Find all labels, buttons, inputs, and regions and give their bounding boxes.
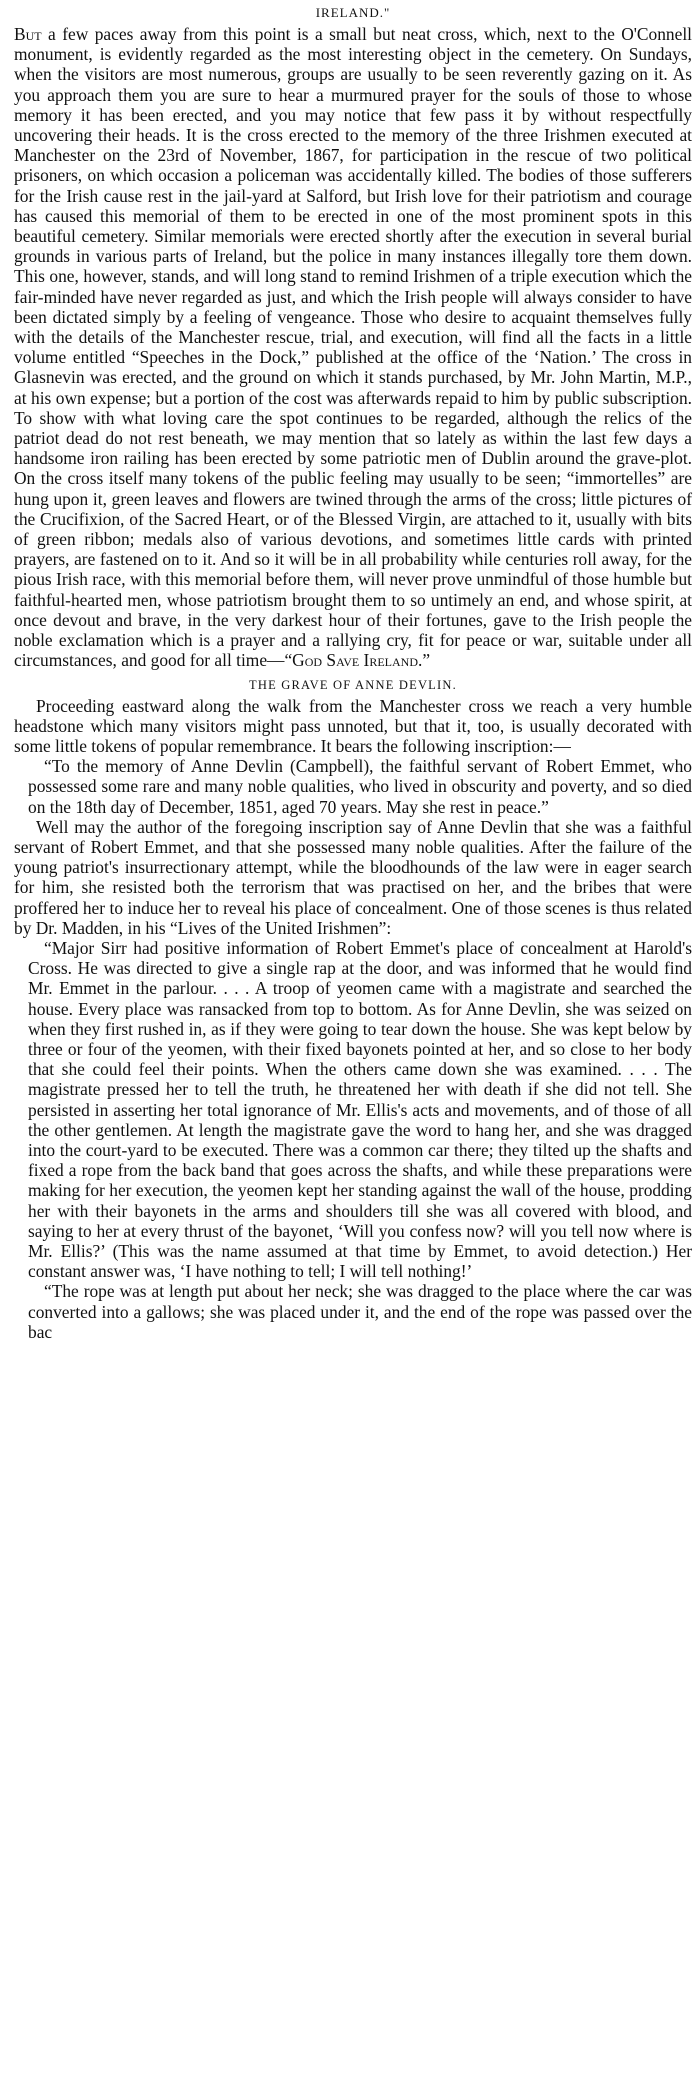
section-heading-anne-devlin: THE GRAVE OF ANNE DEVLIN. (249, 677, 457, 692)
paragraph-lead-word: But (14, 24, 42, 44)
running-head: IRELAND." (315, 5, 391, 20)
paragraph-inscription-quote: “To the memory of Anne Devlin (Campbell), the faithful servant of Robert Emmet, who possessed some rare and many noble qualities, who lived in obscurity and poverty, and so died on the 18th day of December, 1851, aged 70 years. May she rest in peace.” (28, 756, 692, 817)
paragraph-proceeding-eastward: Proceeding eastward along the walk from the Manchester cross we reach a very humble headstone which many visitors might pass unnoted, but that it, too, is usually decorated with some little tokens of popular remembrance. It bears the following inscription:— (14, 695, 692, 756)
paragraph-tail: .” (418, 650, 431, 671)
paragraph-rope-quote: “The rope was at length put about her neck; she was dragged to the place where the car was converted into a gallows; she was placed under it, and the end of the rope was passed over the bac (28, 1281, 692, 1342)
paragraph-manchester-cross (14, 24, 692, 671)
paragraph-text: a few paces away from this point is a small but neat cross, which, next to the O'Connell monument, is evidently regarded as the most interesting object in the cemetery. On Sundays, when the visitors are most numerous, groups are usually to be seen reverently gazing on it. As you approach them you are sure to hear a murmured prayer for the souls of those to whose memory it has been erected, and you may notice that few pass it by without respectfully uncovering their heads. It is the cross erected to the memory of the three Irishmen executed at Manchester on the 23rd of November, 1867, for participation in the rescue of two political prisoners, on which occasion a policeman was accidentally killed. The bodies of those sufferers for the Irish cause rest in the jail-yard at Salford, but Irish love for their patriotism and courage has caused this memorial of them to be erected in one of the most prominent spots in this beautiful cemetery. Similar memorials were erected shortly after the execution in several burial grounds in various parts of Ireland, but the police in many instances illegally tore them down. This one, however, stands, and will long stand to remind Irishmen of a triple execution which the fair-minded have never regarded as just, and which the Irish people will always consider to have been dictated simply by a feeling of vengeance. Those who desire to acquaint themselves fully with the details of the Manchester rescue, trial, and execution, will find all the facts in a little volume entitled “Speeches in the Dock,” published at the office of the ‘Nation.’ The cross in Glasnevin was erected, and the ground on which it stands purchased, by Mr. John Martin, M.P., at his own expense; but a portion of the cost was afterwards repaid to him by public subscription. To show with what loving care the spot continues to be regarded, although the relics of the patriot dead do not rest beneath, we may mention that so lately as within the last few days a handsome iron railing has been erected by some patriotic men of Dublin around the grave-plot. On the cross itself many tokens of the public feeling may usually to be seen; “immortelles” are hung upon it, green leaves and flowers are twined through the arms of the cross; little pictures of the Crucifixion, of the Sacred Heart, or of the Blessed Virgin, are attached to it, usually with bits of green ribbon; medals also of various devotions, and sometimes little cards with printed prayers, are fastened on to it. And so it will be in all probability while centuries roll away, for the pious Irish race, with this memorial before them, will never prove unmindful of those humble but faithful-hearted men, whose patriotism brought them to so untimely an end, and whose spirit, at once devout and brave, in the very darkest hour of their fortunes, gave to the Irish people the noble exclamation which is a prayer and a rallying cry, fit for peace or war, suitable under all circumstances, and good for all time—“ (14, 24, 692, 671)
paragraph-madden-quote: “Major Sirr had positive information of Robert Emmet's place of concealment at Harold's Cross. He was directed to give a single rap at the door, and was informed that he would find Mr. Emmet in the parlour. . . . A troop of yeomen came with a magistrate and searched the house. Every place was ransacked from top to bottom. As for Anne Devlin, she was seized on when they first rushed in, as if they were going to tear down the house. She was kept below by three or four of the yeomen, with their fixed bayonets pointed at her, and so close to her body that she could feel their points. When the others came down she was examined. . . . The magistrate pressed her to tell the truth, he threatened her with death if she did not tell. She persisted in asserting her total ignorance of Mr. Ellis's acts and movements, and of those of all the other gentlemen. At length the magistrate gave the word to hang her, and she was dragged into the court-yard to be executed. There was a common car there; they tilted up the shafts and fixed a rope from the back band that goes across the shafts, and while these preparations were making for her execution, the yeomen kept her standing against the wall of the house, prodding her with their bayonets in the arms and shoulders till she was all covered with blood, and saying to her at every thrust of the bayonet, ‘Will you confess now? will you tell now where is Mr. Ellis?’ (This was the name assumed at that time by Emmet, to avoid detection.) Her constant answer was, ‘I have nothing to tell; I will tell nothing!’ (28, 937, 692, 1282)
god-save-ireland-phrase: God Save Ireland (292, 650, 418, 671)
paragraph-well-may-the-author: Well may the author of the foregoing inscription say of Anne Devlin that she was a faithful servant of Robert Emmet, and that she possessed many noble qualities. After the failure of the young patriot's insurrectionary attempt, while the bloodhounds of the law were in eager search for him, she resisted both the terrorism that was practised on her, and the bribes that were proffered her to induce her to reveal his place of concealment. One of those scenes is thus related by Dr. Madden, in his “Lives of the United Irishmen”: (14, 816, 692, 938)
